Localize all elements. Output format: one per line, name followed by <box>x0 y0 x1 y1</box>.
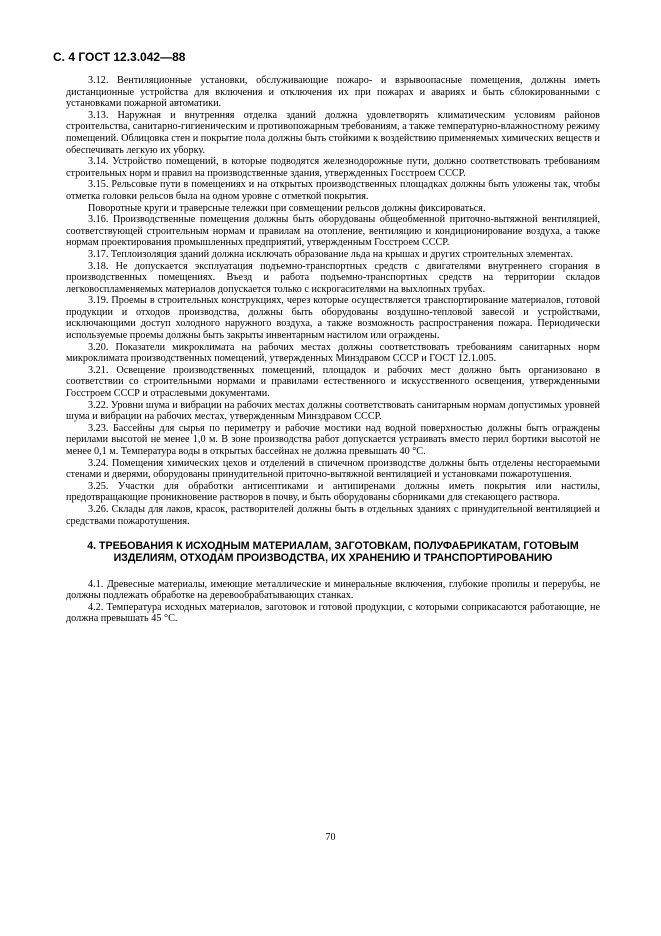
paragraph-3-16: 3.16. Производственные помещения должны быть оборудованы общеобменной приточно-вытяжной вентиляцией, соответствующей строительным нормам и правилам на отопление, вентиляцию и кондиционирование воздуха, а также нормам проектирования промышленных предприятий, утвержденным Госстроем СССР. <box>66 214 600 249</box>
paragraph-3-14: 3.14. Устройство помещений, в которые подводятся железнодорожные пути, должно соответствовать требованиям строительных норм и правил на производственные здания, утвержденных Госстроем СССР. <box>66 156 600 179</box>
running-head: С. 4 ГОСТ 12.3.042—88 <box>53 50 186 64</box>
paragraph-3-21: 3.21. Освещение производственных помещений, площадок и рабочих мест должно быть организовано в соответствии со строительными нормами и правилами естественного и искусственного освещения, утвержденными Госстроем СССР и отраслевыми документами. <box>66 364 600 400</box>
paragraph-3-18: 3.18. Не допускается эксплуатация подъемно-транспортных средств с двигателями внутреннего сгорания в производственных помещениях. Въезд и работа подъемно-транспортных средств на территории складов легковоспламеняемых материалов допускается только с искрогасителями на выхлопных трубах. <box>66 260 600 295</box>
paragraph-3-13: 3.13. Наружная и внутренняя отделка зданий должна удовлетворять климатическим условиям районов строительства, санитарно-гигиеническим и противопожарным требованиям, а также температурно-влажностному режиму помещений. Облицовка стен и покрытие пола должны быть стойкими к воздействию применяемых химических веществ и обеспечивать легкую их уборку. <box>66 109 600 156</box>
paragraph-3-17: 3.17. Теплоизоляция зданий должна исключать образование льда на крышах и других строительных элементах. <box>88 248 574 260</box>
paragraph-3-22: 3.22. Уровни шума и вибрации на рабочих местах должны соответствовать санитарным нормам допустимых уровней шума и вибрации на рабочих местах, утвержденным Минздравом СССР. <box>66 399 600 423</box>
paragraph-3-15: 3.15. Рельсовые пути в помещениях и на открытых производственных площадках должны быть уложены так, чтобы отметка головки рельсов была на одном уровне с отметкой покрытия. <box>66 179 600 202</box>
body-text <box>66 75 600 625</box>
paragraph-3-12: 3.12. Вентиляционные установки, обслуживающие пожаро- и взрывоопасные помещения, должны иметь дистанционные устройства для включения и отключения их при пожарах и авариях и быть сблокированными с установками пожарной автоматики. <box>66 75 600 110</box>
paragraph-3-15-continued: Поворотные круги и траверсные тележки при совмещении рельсов должны фиксироваться. <box>88 202 486 214</box>
paragraph-3-20: 3.20. Показатели микроклимата на рабочих местах должны соответствовать требованиям санитарных норм микроклимата производственных помещений, утвержденных Минздравом СССР и ГОСТ 12.1.005. <box>66 341 600 365</box>
page-number: 70 <box>325 832 336 843</box>
paragraph-4-1: 4.1. Древесные материалы, имеющие металлические и минеральные включения, глубокие пропилы и перерубы, не должны подлежать обработке на деревообрабатывающих станках. <box>66 578 600 602</box>
section-heading: 4. ТРЕБОВАНИЯ К ИСХОДНЫМ МАТЕРИАЛАМ, ЗАГОТОВКАМ, ПОЛУФАБРИКАТАМ, ГОТОВЫМ ИЗДЕЛИЯМ, ОТХОДАМ ПРОИЗВОДСТВА, ИХ ХРАНЕНИЮ И ТРАНСПОРТИРОВАНИЮ <box>87 540 579 565</box>
paragraph-3-23: 3.23. Бассейны для сырья по периметру и рабочие мостики над водной поверхностью должны быть ограждены перилами высотой не менее 1,0 м. В зоне производства работ допускается устраивать вместо перил бортики высотой не менее 0,1 м. Температура воды в открытых бассейнах не должна превышать 40 °С. <box>66 422 600 457</box>
paragraph-3-19: 3.19. Проемы в строительных конструкциях, через которые осуществляется транспортирование материалов, готовой продукции и отходов производства, должны быть оборудованы воздушно-тепловой завесой и устройствами, исключающими доступ холодного наружного воздуха, а также возможность распространения пожара. Периодически используемые проемы должны быть закрыты инвентарным настилом или ограждены. <box>66 295 600 342</box>
paragraph-3-26: 3.26. Склады для лаков, красок, растворителей должны быть в отдельных зданиях с принудительной вентиляцией и средствами пожаротушения. <box>66 503 600 527</box>
paragraph-3-25: 3.25. Участки для обработки антисептиками и антипиренами должны иметь покрытия или настилы, предотвращающие проникновение растворов в почву, и быть оборудованы сборниками для стекающего раствора. <box>66 480 600 504</box>
paragraph-4-2: 4.2. Температура исходных материалов, заготовок и готовой продукции, с которыми соприкасаются работающие, не должна превышать 45 °С. <box>66 601 600 625</box>
paragraph-3-24: 3.24. Помещения химических цехов и отделений в спичечном производстве должны быть отделены несгораемыми стенами и дверями, оборудованы принудительной приточно-вытяжной вентиляцией и установками пожаротушения. <box>66 457 600 481</box>
